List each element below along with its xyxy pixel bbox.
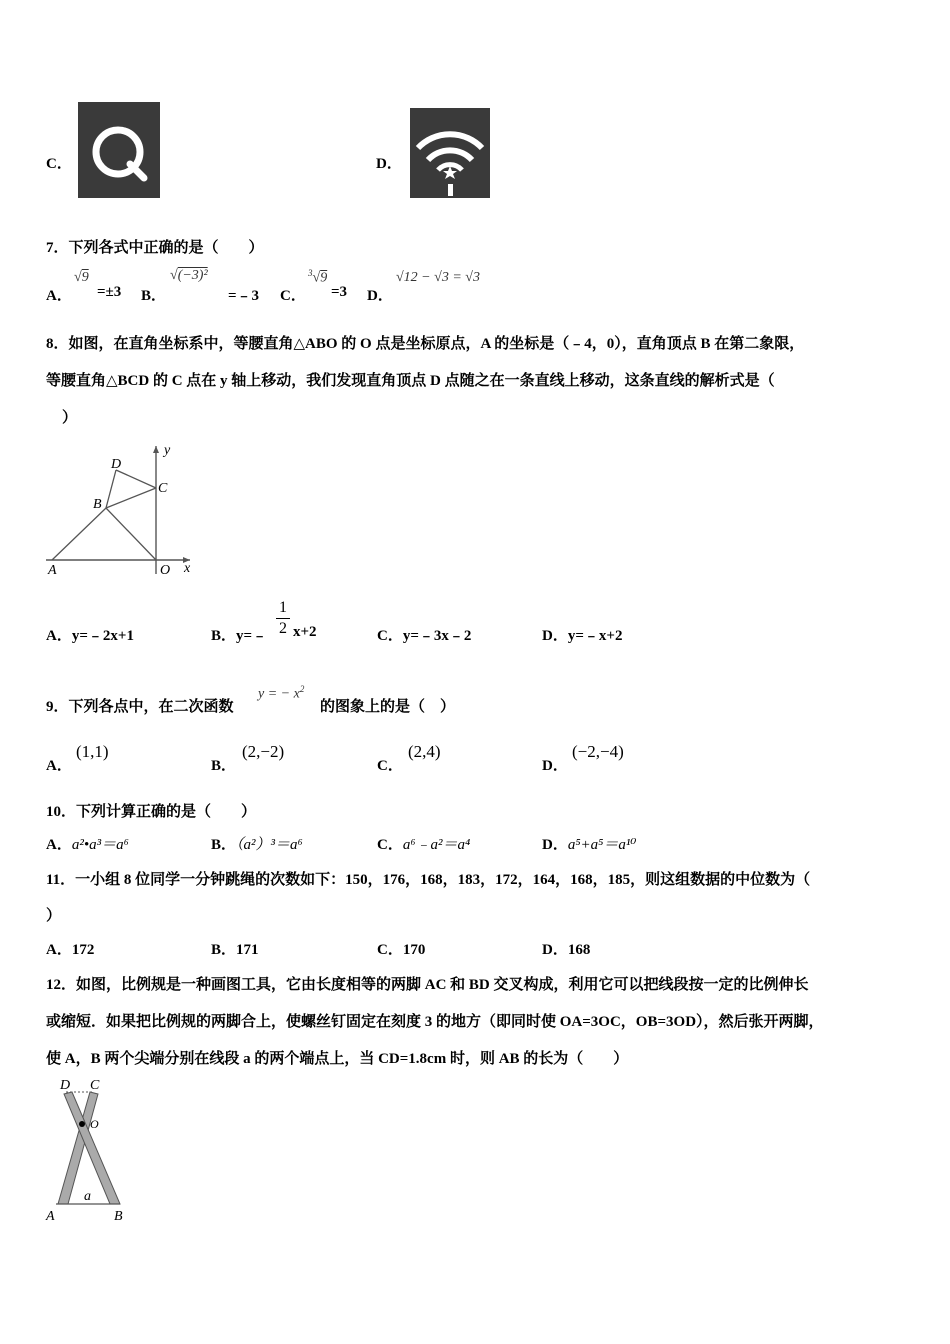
option-label: A． <box>46 837 72 853</box>
q10-option-b <box>211 833 303 854</box>
label-y: y <box>164 443 171 458</box>
q7-option-d <box>367 284 393 305</box>
q7-stem: 7．下列各式中正确的是（ ） <box>46 240 264 256</box>
option-label: B． <box>211 837 237 853</box>
option-label: A． <box>46 758 72 774</box>
q7-option-a-root: √9 <box>74 270 89 285</box>
q9-option-d-point: (−2,−4) <box>572 742 624 761</box>
label-B: B <box>114 1209 123 1224</box>
q7-option-c-tail: =3 <box>331 284 348 300</box>
segment-BO <box>106 508 156 560</box>
label-A: A <box>46 1209 55 1224</box>
option-label: D． <box>367 288 393 304</box>
option-label: C． <box>280 288 306 304</box>
option-text: 170 <box>402 942 426 958</box>
radicand: 9 <box>81 270 89 285</box>
option-label: D． <box>542 758 568 774</box>
q10-option-a <box>46 833 129 854</box>
label-C: C <box>90 1078 100 1093</box>
denominator: 2 <box>279 620 287 637</box>
option-text: 172 <box>71 942 95 958</box>
q7-option-d-expr: √12 − √3 = √3 <box>396 270 480 285</box>
radicand: 9 <box>320 270 328 286</box>
func-text: y = − x <box>258 686 300 702</box>
q8-option-b-post: x+2 <box>293 624 317 640</box>
q7-option-b <box>141 284 166 305</box>
q7-option-b-root: √(−3)² <box>170 268 208 283</box>
option-text: y=﹣x+2 <box>567 628 623 644</box>
option-label: C． <box>377 758 403 774</box>
q8-option-a <box>46 624 134 645</box>
q9-option-a-point: (1,1) <box>76 742 109 761</box>
q11-option-d <box>542 938 590 959</box>
option-text: a⁵+a⁵＝a¹⁰ <box>567 837 637 853</box>
q8-stem-line1: 8．如图，在直角坐标系中，等腰直角△ABO 的 O 点是坐标原点，A 的坐标是（﹣4，0），直角顶点 B 在第二象限， <box>46 336 805 352</box>
option-label: C． <box>377 628 403 644</box>
option-text: a²•a³＝a⁶ <box>71 837 129 853</box>
segment-BD <box>106 470 116 508</box>
option-label: D． <box>542 942 568 958</box>
q12-figure <box>44 1076 134 1226</box>
option-label: B． <box>141 288 167 304</box>
option-text: 168 <box>567 942 591 958</box>
q7-option-a <box>46 284 72 305</box>
label-D: D <box>111 457 122 472</box>
option-label: A． <box>46 628 72 644</box>
label-B: B <box>93 497 102 512</box>
y-axis-arrow <box>153 446 159 453</box>
q12-stem-line2: 或缩短．如果把比例规的两脚合上，使螺丝钉固定在刻度 3 的地方（即同时使 OA=3OC，OB=3OD），然后张开两脚， <box>46 1014 824 1030</box>
q7-option-c <box>280 284 306 305</box>
option-label: D． <box>542 837 568 853</box>
segment-DC <box>116 470 156 488</box>
q9-option-b <box>211 754 236 775</box>
q7-option-a-tail: =±3 <box>97 284 122 300</box>
label-D: D <box>60 1078 71 1093</box>
option-pre: y=﹣ <box>236 628 268 644</box>
q9-option-b-point: (2,−2) <box>242 742 285 761</box>
q8-stem-line3: ） <box>62 410 78 426</box>
option-label: B． <box>211 758 237 774</box>
option-label: B． <box>211 942 237 958</box>
q10-option-c <box>377 833 470 854</box>
option-text: a⁶﹣a²＝a⁴ <box>402 837 471 853</box>
q9-stem-post: 的图象上的是（ ） <box>320 699 456 715</box>
option-label: A． <box>46 942 72 958</box>
q8-option-d <box>542 624 622 645</box>
q12-stem-line1: 12．如图，比例规是一种画图工具，它由长度相等的两脚 AC 和 BD 交叉构成，利用它可以把线段按一定的比例伸长 <box>46 977 809 993</box>
search-q-icon <box>78 102 160 198</box>
option-label: C． <box>377 837 403 853</box>
q8-figure <box>44 440 194 578</box>
option-text: 171 <box>236 942 259 958</box>
q10-option-d <box>542 833 636 854</box>
numerator: 1 <box>279 599 287 616</box>
q11-stem-line2: ） <box>46 908 62 924</box>
q11-option-b <box>211 938 259 959</box>
q7-option-b-tail: =﹣3 <box>228 288 260 304</box>
q9-stem-pre: 9．下列各点中，在二次函数 <box>46 699 234 715</box>
root-index: 3 <box>308 268 313 278</box>
q10-stem: 10．下列计算正确的是（ ） <box>46 804 257 820</box>
q7-option-c-root: $^3$√9 <box>308 268 328 286</box>
q8-option-c <box>377 624 471 645</box>
q9-option-c <box>377 754 403 775</box>
option-label: C． <box>377 942 403 958</box>
q11-stem-line1: 11．一小组 8 位同学一分钟跳绳的次数如下：150，176，168，183，172，164，168，185，则这组数据的中位数为（ <box>46 872 811 888</box>
label-O: O <box>160 563 171 578</box>
label-A: A <box>48 563 57 578</box>
option-label: D． <box>542 628 568 644</box>
q8-stem-line2: 等腰直角△BCD 的 C 点在 y 轴上移动，我们发现直角顶点 D 点随之在一条直线上移动，这条直线的解析式是（ <box>46 373 775 389</box>
option-text: y=﹣3x﹣2 <box>402 628 472 644</box>
segment-BC <box>106 488 156 508</box>
label-x: x <box>184 561 191 576</box>
segment-AB <box>52 508 106 560</box>
q9-option-c-point: (2,4) <box>408 742 441 761</box>
func-exponent: 2 <box>299 684 305 694</box>
option-label: B． <box>211 628 237 644</box>
q8-option-b <box>211 624 267 645</box>
label-C: C <box>158 481 168 496</box>
q6-option-c-label: C． <box>46 156 72 172</box>
option-label: A． <box>46 288 72 304</box>
label-O: O <box>90 1117 99 1131</box>
q11-option-a <box>46 938 94 959</box>
option-text: y=﹣2x+1 <box>71 628 134 644</box>
q11-option-c <box>377 938 425 959</box>
q8-option-b-fraction <box>276 598 290 639</box>
q9-option-d <box>542 754 568 775</box>
q9-stem-func <box>258 684 304 703</box>
q9-option-a <box>46 754 72 775</box>
q12-stem-line3: 使 A，B 两个尖端分别在线段 a 的两个端点上，当 CD=1.8cm 时，则 AB 的长为（ ） <box>46 1051 629 1067</box>
wifi-signal-icon <box>410 108 490 198</box>
q6-option-d-label: D． <box>376 156 402 172</box>
option-text: （a²）³＝a⁶ <box>236 837 303 853</box>
radicand: (−3)² <box>177 268 208 283</box>
screw-O <box>79 1121 85 1127</box>
label-a: a <box>84 1189 91 1204</box>
